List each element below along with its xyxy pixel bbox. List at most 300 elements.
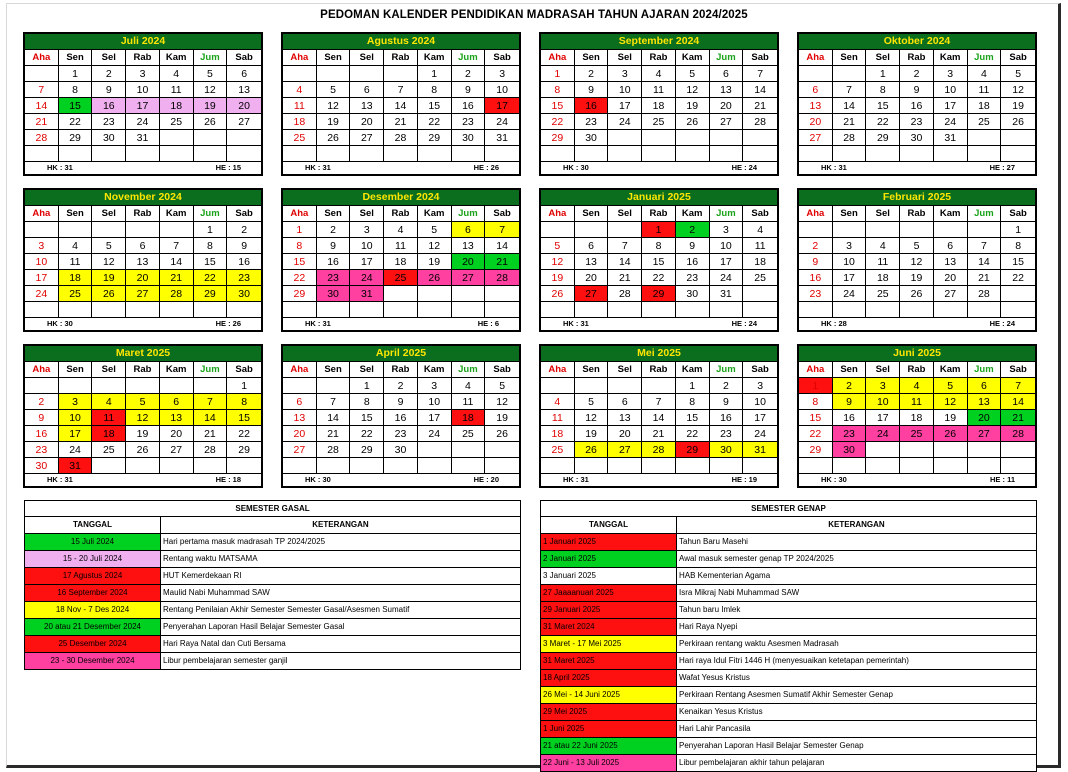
day-cell: 19 xyxy=(418,254,452,270)
empty-cell xyxy=(194,458,228,474)
weekday-header: Rab xyxy=(384,362,418,378)
day-cell: 3 xyxy=(485,66,519,82)
day-cell: 8 xyxy=(59,82,93,98)
weekday-header: Rab xyxy=(384,50,418,66)
day-cell: 15 xyxy=(866,98,900,114)
day-cell: 15 xyxy=(194,254,228,270)
empty-cell xyxy=(833,302,867,318)
weekday-header-row xyxy=(541,362,777,378)
day-cell: 5 xyxy=(676,66,710,82)
weekday-header-row xyxy=(799,50,1035,66)
day-cell: 23 xyxy=(92,114,126,130)
empty-cell xyxy=(92,222,126,238)
day-grid xyxy=(541,66,777,162)
month-title: April 2025 xyxy=(283,346,519,362)
day-cell: 24 xyxy=(25,286,59,302)
day-cell: 29 xyxy=(194,286,228,302)
day-cell: 14 xyxy=(485,238,519,254)
legend-description: HUT Kemerdekaan RI xyxy=(163,571,242,580)
weekday-header: Aha xyxy=(25,362,59,378)
day-cell: 5 xyxy=(900,238,934,254)
weekday-header: Sab xyxy=(743,362,777,378)
weekday-header: Jum xyxy=(452,206,486,222)
day-cell: 20 xyxy=(227,98,261,114)
legend-row xyxy=(541,636,1036,653)
day-cell: 4 xyxy=(160,66,194,82)
month-summary xyxy=(799,162,1035,174)
day-cell: 2 xyxy=(452,66,486,82)
day-cell: 26 xyxy=(1001,114,1035,130)
legend-row xyxy=(541,585,1036,602)
day-grid xyxy=(283,378,519,474)
empty-cell xyxy=(743,302,777,318)
empty-cell xyxy=(317,302,351,318)
day-grid xyxy=(25,222,261,318)
weekday-header: Sen xyxy=(59,362,93,378)
day-cell: 14 xyxy=(642,410,676,426)
day-cell: 28 xyxy=(743,114,777,130)
day-cell: 9 xyxy=(710,394,744,410)
he-count: HE : 19 xyxy=(731,475,757,484)
day-cell: 6 xyxy=(934,238,968,254)
day-cell: 9 xyxy=(799,254,833,270)
day-cell: 30 xyxy=(900,130,934,146)
month-summary xyxy=(541,474,777,486)
empty-cell xyxy=(227,458,261,474)
day-cell: 29 xyxy=(350,442,384,458)
legend-date: 1 Januari 2025 xyxy=(541,534,677,550)
day-grid xyxy=(799,66,1035,162)
day-cell: 19 xyxy=(194,98,228,114)
weekday-header: Rab xyxy=(900,362,934,378)
weekday-header: Rab xyxy=(642,362,676,378)
empty-cell xyxy=(642,302,676,318)
day-cell: 26 xyxy=(418,270,452,286)
empty-cell xyxy=(126,302,160,318)
empty-cell xyxy=(160,222,194,238)
hk-count: HK : 31 xyxy=(821,163,847,172)
day-cell: 24 xyxy=(710,270,744,286)
legend-date: 2 Januari 2025 xyxy=(541,551,677,567)
day-cell: 3 xyxy=(126,66,160,82)
day-cell: 1 xyxy=(799,378,833,394)
legend-date: 15 Juli 2024 xyxy=(25,534,161,550)
day-cell: 17 xyxy=(608,98,642,114)
day-cell: 11 xyxy=(59,254,93,270)
day-cell: 30 xyxy=(384,442,418,458)
empty-cell xyxy=(866,442,900,458)
day-cell: 23 xyxy=(575,114,609,130)
day-cell: 7 xyxy=(743,66,777,82)
day-cell: 12 xyxy=(934,394,968,410)
day-cell: 24 xyxy=(934,114,968,130)
day-cell: 20 xyxy=(608,426,642,442)
weekday-header: Rab xyxy=(126,50,160,66)
empty-cell xyxy=(227,146,261,162)
hk-count: HK : 31 xyxy=(563,319,589,328)
weekday-header: Rab xyxy=(126,362,160,378)
day-cell: 12 xyxy=(485,394,519,410)
day-cell: 7 xyxy=(485,222,519,238)
empty-cell xyxy=(934,222,968,238)
day-cell: 10 xyxy=(710,238,744,254)
empty-cell xyxy=(194,302,228,318)
day-cell: 13 xyxy=(968,394,1002,410)
hk-count: HK : 31 xyxy=(305,319,331,328)
empty-cell xyxy=(227,302,261,318)
legend-description: Penyerahan Laporan Hasil Belajar Semester Genap xyxy=(679,741,864,750)
day-cell: 4 xyxy=(452,378,486,394)
legend-row xyxy=(541,687,1036,704)
day-cell: 3 xyxy=(866,378,900,394)
legend-row xyxy=(541,755,1036,771)
day-cell: 13 xyxy=(799,98,833,114)
day-cell: 18 xyxy=(900,410,934,426)
weekday-header: Rab xyxy=(642,206,676,222)
day-cell: 5 xyxy=(418,222,452,238)
day-cell: 7 xyxy=(317,394,351,410)
day-cell: 30 xyxy=(575,130,609,146)
day-cell: 14 xyxy=(160,254,194,270)
day-cell: 27 xyxy=(799,130,833,146)
empty-cell xyxy=(642,130,676,146)
empty-cell xyxy=(541,302,575,318)
day-cell: 2 xyxy=(92,66,126,82)
day-cell: 4 xyxy=(968,66,1002,82)
legend-description: Penyerahan Laporan Hasil Belajar Semester Gasal xyxy=(163,622,345,631)
day-cell: 17 xyxy=(350,254,384,270)
day-cell: 1 xyxy=(227,378,261,394)
he-count: HE : 6 xyxy=(477,319,499,328)
day-cell: 23 xyxy=(227,270,261,286)
day-cell: 9 xyxy=(833,394,867,410)
day-cell: 22 xyxy=(1001,270,1035,286)
day-cell: 3 xyxy=(350,222,384,238)
month-calendar xyxy=(281,32,521,176)
weekday-header: Kam xyxy=(418,206,452,222)
empty-cell xyxy=(900,442,934,458)
day-cell: 30 xyxy=(25,458,59,474)
empty-cell xyxy=(968,302,1002,318)
legend-description: Libur pembelajaran akhir tahun pelajaran xyxy=(679,758,825,767)
hk-count: HK : 30 xyxy=(821,475,847,484)
month-title: Maret 2025 xyxy=(25,346,261,362)
month-title: Juni 2025 xyxy=(799,346,1035,362)
he-count: HE : 15 xyxy=(215,163,241,172)
empty-cell xyxy=(384,66,418,82)
day-cell: 12 xyxy=(194,82,228,98)
weekday-header: Aha xyxy=(799,50,833,66)
empty-cell xyxy=(676,302,710,318)
day-cell: 22 xyxy=(350,426,384,442)
empty-cell xyxy=(710,130,744,146)
legend-date: 15 - 20 Juli 2024 xyxy=(25,551,161,567)
day-cell: 19 xyxy=(575,426,609,442)
legend-body xyxy=(541,534,1036,771)
weekday-header: Jum xyxy=(710,206,744,222)
day-cell: 10 xyxy=(608,82,642,98)
legend-row xyxy=(541,602,1036,619)
day-cell: 28 xyxy=(608,286,642,302)
day-cell: 26 xyxy=(541,286,575,302)
empty-cell xyxy=(608,378,642,394)
day-cell: 15 xyxy=(676,410,710,426)
legend-row xyxy=(541,534,1036,551)
day-cell: 5 xyxy=(1001,66,1035,82)
empty-cell xyxy=(452,302,486,318)
day-cell: 3 xyxy=(25,238,59,254)
empty-cell xyxy=(608,222,642,238)
weekday-header: Jum xyxy=(968,362,1002,378)
day-cell: 27 xyxy=(710,114,744,130)
empty-cell xyxy=(608,302,642,318)
legend-row xyxy=(541,653,1036,670)
empty-cell xyxy=(350,458,384,474)
empty-cell xyxy=(194,130,228,146)
empty-cell xyxy=(160,302,194,318)
weekday-header: Kam xyxy=(676,362,710,378)
day-cell: 3 xyxy=(608,66,642,82)
empty-cell xyxy=(160,146,194,162)
empty-cell xyxy=(642,146,676,162)
day-cell: 13 xyxy=(160,410,194,426)
day-cell: 19 xyxy=(485,410,519,426)
weekday-header: Sel xyxy=(350,50,384,66)
hk-count: HK : 31 xyxy=(47,475,73,484)
day-cell: 28 xyxy=(485,270,519,286)
day-cell: 15 xyxy=(642,254,676,270)
day-cell: 30 xyxy=(676,286,710,302)
day-cell: 16 xyxy=(384,410,418,426)
day-cell: 13 xyxy=(227,82,261,98)
empty-cell xyxy=(485,302,519,318)
weekday-header-row xyxy=(283,50,519,66)
weekday-header-row xyxy=(541,206,777,222)
day-cell: 6 xyxy=(968,378,1002,394)
empty-cell xyxy=(317,66,351,82)
day-cell: 1 xyxy=(59,66,93,82)
empty-cell xyxy=(833,146,867,162)
weekday-header: Kam xyxy=(160,206,194,222)
day-cell: 18 xyxy=(283,114,317,130)
day-cell: 6 xyxy=(227,66,261,82)
day-cell: 23 xyxy=(710,426,744,442)
day-cell: 9 xyxy=(452,82,486,98)
day-cell: 9 xyxy=(92,82,126,98)
empty-cell xyxy=(541,378,575,394)
day-cell: 26 xyxy=(485,426,519,442)
legend-row xyxy=(25,585,520,602)
day-cell: 17 xyxy=(126,98,160,114)
day-grid xyxy=(283,66,519,162)
empty-cell xyxy=(194,146,228,162)
month-title: Juli 2024 xyxy=(25,34,261,50)
day-grid xyxy=(541,378,777,474)
legend-row xyxy=(25,636,520,653)
weekday-header-row xyxy=(541,50,777,66)
day-cell: 14 xyxy=(833,98,867,114)
day-cell: 12 xyxy=(676,82,710,98)
day-cell: 22 xyxy=(799,426,833,442)
empty-cell xyxy=(160,130,194,146)
empty-cell xyxy=(452,458,486,474)
he-count: HE : 20 xyxy=(473,475,499,484)
day-cell: 18 xyxy=(160,98,194,114)
day-cell: 10 xyxy=(126,82,160,98)
legend-description: Hari raya Idul Fitri 1446 H (menyesuaikan ketetapan pemerintah) xyxy=(679,656,909,665)
day-cell: 21 xyxy=(194,426,228,442)
weekday-header: Sel xyxy=(608,50,642,66)
empty-cell xyxy=(283,66,317,82)
day-cell: 24 xyxy=(743,426,777,442)
weekday-header: Sab xyxy=(1001,206,1035,222)
day-cell: 16 xyxy=(900,98,934,114)
day-cell: 13 xyxy=(575,254,609,270)
empty-cell xyxy=(25,378,59,394)
empty-cell xyxy=(350,66,384,82)
day-cell: 29 xyxy=(227,442,261,458)
day-cell: 27 xyxy=(575,286,609,302)
day-cell: 14 xyxy=(743,82,777,98)
day-cell: 17 xyxy=(59,426,93,442)
weekday-header: Kam xyxy=(418,50,452,66)
empty-cell xyxy=(384,286,418,302)
day-cell: 27 xyxy=(227,114,261,130)
day-cell: 2 xyxy=(799,238,833,254)
day-cell: 24 xyxy=(833,286,867,302)
day-cell: 24 xyxy=(608,114,642,130)
legend-date: 31 Maret 2024 xyxy=(541,619,677,635)
legend-date: 31 Maret 2025 xyxy=(541,653,677,669)
weekday-header: Sen xyxy=(59,206,93,222)
day-cell: 12 xyxy=(541,254,575,270)
legend-row xyxy=(541,704,1036,721)
day-cell: 21 xyxy=(642,426,676,442)
weekday-header: Rab xyxy=(642,50,676,66)
month-summary xyxy=(25,318,261,330)
day-cell: 6 xyxy=(575,238,609,254)
day-cell: 19 xyxy=(900,270,934,286)
day-cell: 23 xyxy=(676,270,710,286)
month-calendar xyxy=(23,188,263,332)
empty-cell xyxy=(934,302,968,318)
he-count: HE : 24 xyxy=(989,319,1015,328)
day-cell: 1 xyxy=(194,222,228,238)
month-calendar xyxy=(539,32,779,176)
day-cell: 27 xyxy=(126,286,160,302)
day-cell: 21 xyxy=(25,114,59,130)
day-cell: 24 xyxy=(126,114,160,130)
empty-cell xyxy=(541,146,575,162)
day-cell: 25 xyxy=(92,442,126,458)
day-cell: 20 xyxy=(575,270,609,286)
day-cell: 20 xyxy=(283,426,317,442)
day-cell: 16 xyxy=(227,254,261,270)
weekday-header: Sen xyxy=(317,206,351,222)
day-cell: 5 xyxy=(541,238,575,254)
weekday-header: Kam xyxy=(934,206,968,222)
day-cell: 25 xyxy=(866,286,900,302)
day-cell: 15 xyxy=(418,98,452,114)
day-cell: 6 xyxy=(608,394,642,410)
day-cell: 5 xyxy=(194,66,228,82)
legend-row xyxy=(25,653,520,669)
empty-cell xyxy=(743,130,777,146)
day-cell: 7 xyxy=(968,238,1002,254)
day-cell: 3 xyxy=(59,394,93,410)
empty-cell xyxy=(968,222,1002,238)
day-cell: 27 xyxy=(452,270,486,286)
day-cell: 23 xyxy=(25,442,59,458)
day-cell: 9 xyxy=(317,238,351,254)
day-cell: 12 xyxy=(575,410,609,426)
legend-description: Awal masuk semester genap TP 2024/2025 xyxy=(679,554,834,563)
empty-cell xyxy=(452,146,486,162)
day-cell: 25 xyxy=(968,114,1002,130)
day-cell: 13 xyxy=(608,410,642,426)
legend-row xyxy=(25,534,520,551)
legend-title: SEMESTER GASAL xyxy=(25,501,520,517)
day-cell: 3 xyxy=(710,222,744,238)
weekday-header: Rab xyxy=(384,206,418,222)
legend-description: Rentang Penilaian Akhir Semester Semester Gasal/Asesmen Sumatif xyxy=(163,605,410,614)
legend-body xyxy=(25,534,520,669)
legend-description: Wafat Yesus Kristus xyxy=(679,673,750,682)
legend-row xyxy=(25,551,520,568)
day-cell: 12 xyxy=(317,98,351,114)
empty-cell xyxy=(642,458,676,474)
empty-cell xyxy=(227,130,261,146)
month-calendar xyxy=(281,344,521,488)
weekday-header: Sel xyxy=(92,206,126,222)
weekday-header: Sel xyxy=(866,362,900,378)
day-cell: 16 xyxy=(710,410,744,426)
empty-cell xyxy=(799,302,833,318)
day-cell: 12 xyxy=(126,410,160,426)
empty-cell xyxy=(1001,442,1035,458)
empty-cell xyxy=(485,146,519,162)
empty-cell xyxy=(575,146,609,162)
day-cell: 16 xyxy=(452,98,486,114)
month-summary xyxy=(25,474,261,486)
empty-cell xyxy=(418,442,452,458)
weekday-header: Jum xyxy=(194,50,228,66)
col-desc-header: KETERANGAN xyxy=(312,520,369,529)
day-cell: 1 xyxy=(418,66,452,82)
empty-cell xyxy=(384,146,418,162)
day-cell: 14 xyxy=(384,98,418,114)
day-cell: 17 xyxy=(866,410,900,426)
empty-cell xyxy=(485,442,519,458)
day-cell: 6 xyxy=(350,82,384,98)
empty-cell xyxy=(968,130,1002,146)
month-summary xyxy=(799,318,1035,330)
weekday-header: Sab xyxy=(227,50,261,66)
legend-description: Hari Raya Nyepi xyxy=(679,622,738,631)
weekday-header: Sab xyxy=(227,206,261,222)
day-grid xyxy=(799,378,1035,474)
day-cell: 25 xyxy=(541,442,575,458)
empty-cell xyxy=(575,378,609,394)
month-calendar xyxy=(539,344,779,488)
day-cell: 18 xyxy=(743,254,777,270)
day-cell: 22 xyxy=(642,270,676,286)
day-cell: 10 xyxy=(25,254,59,270)
weekday-header: Aha xyxy=(283,50,317,66)
empty-cell xyxy=(1001,458,1035,474)
day-cell: 29 xyxy=(676,442,710,458)
month-summary xyxy=(541,162,777,174)
